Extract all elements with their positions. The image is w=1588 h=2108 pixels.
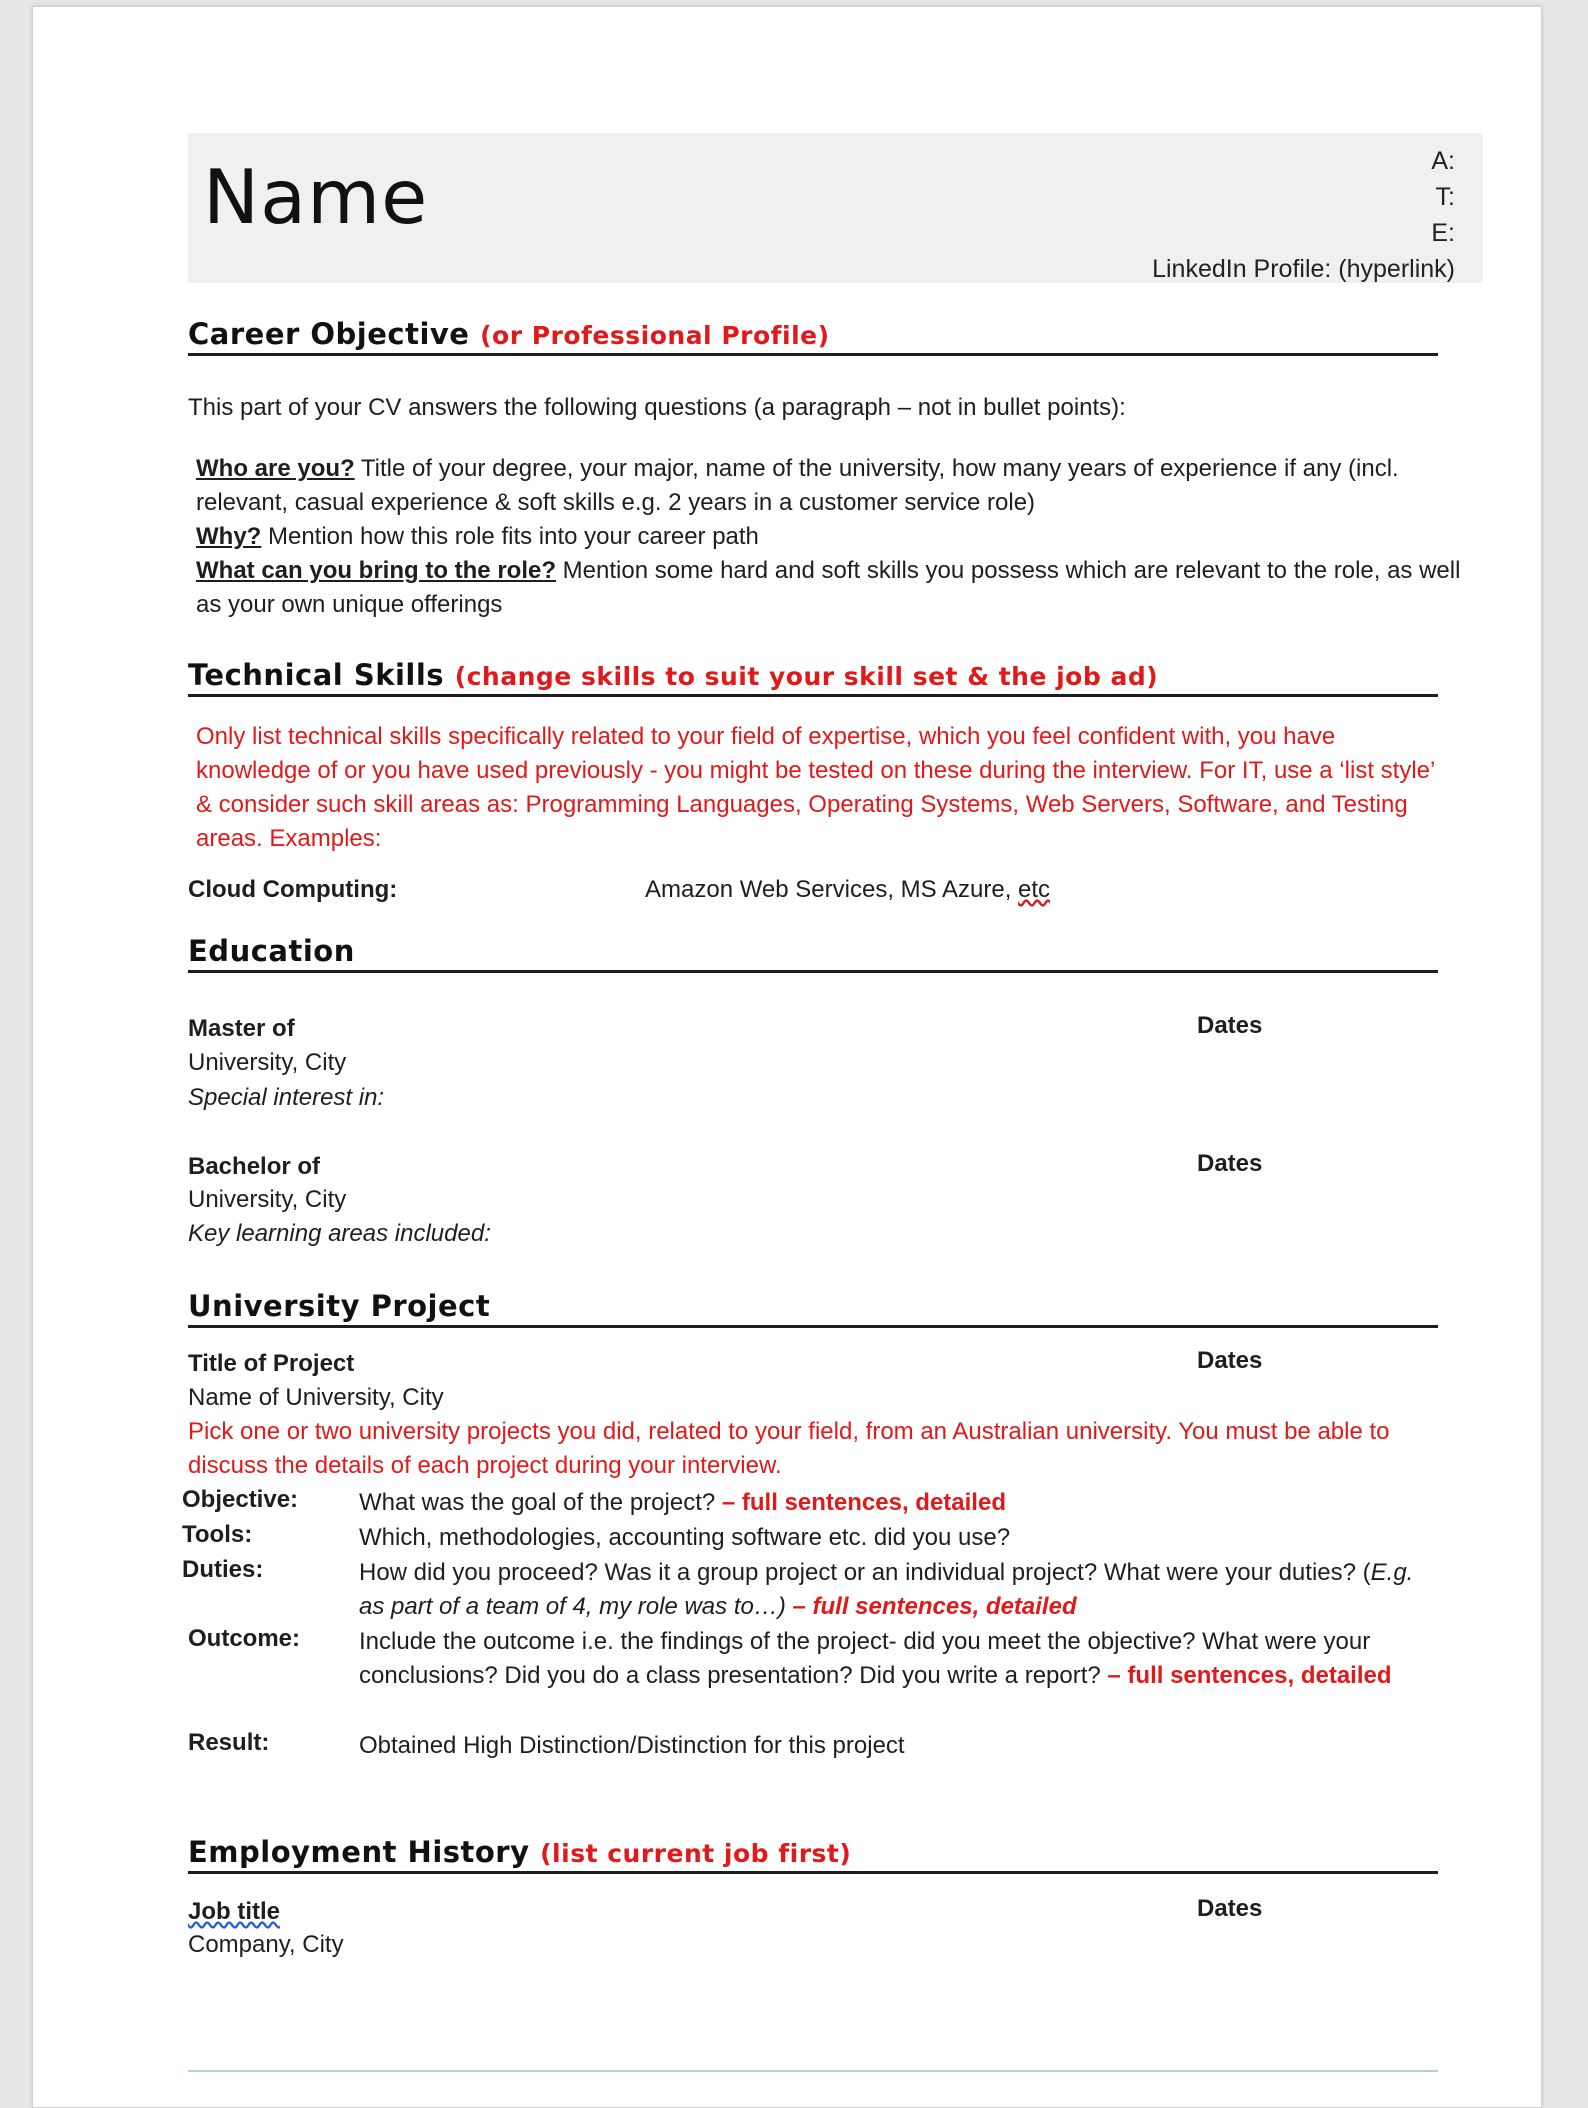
bachelor-dates: Dates <box>1197 1150 1263 1177</box>
question-bring-label: What can you bring to the role? <box>196 557 556 584</box>
duties-question: How did you proceed? Was it a group project or an individual project? What were your duties? ( <box>359 1559 1371 1586</box>
technical-skills-note: (change skills to suit your skill set & the job ad) <box>454 662 1159 691</box>
outcome-question: Include the outcome i.e. the findings of the project- did you meet the objective? What were your conclusions? Did you do a class presentation? Did you write a report? <box>359 1628 1371 1689</box>
employment-history-note: (list current job first) <box>540 1839 852 1868</box>
footer-divider <box>188 2070 1438 2072</box>
job-title <box>188 1895 280 1929</box>
career-intro: This part of your CV answers the following questions (a paragraph – not in bullet points): <box>188 394 1126 421</box>
objective-note: – full sentences, detailed <box>721 1489 1006 1516</box>
objective-label: Objective: <box>182 1486 299 1513</box>
job-title-text: Job title <box>188 1898 281 1925</box>
question-why-label: Why? <box>196 523 262 550</box>
employment-history-heading <box>188 1835 1438 1874</box>
bachelor-key-areas: Key learning areas included: <box>188 1220 491 1247</box>
result-text: Obtained High Distinction/Distinction for this project <box>359 1732 905 1759</box>
employment-history-title: Employment History <box>188 1835 530 1869</box>
name-header <box>188 133 1483 283</box>
career-objective-note: (or Professional Profile) <box>480 321 830 350</box>
job-company: Company, City <box>188 1931 344 1958</box>
contact-block <box>1152 143 1455 287</box>
question-why <box>196 520 1461 554</box>
linkedin-link[interactable]: LinkedIn Profile: (hyperlink) <box>1152 255 1455 283</box>
question-who <box>196 452 1461 520</box>
email-label: E: <box>1431 219 1455 247</box>
question-bring-text: Mention some hard and soft skills you possess which are relevant to the role, as well as your own unique offerings <box>196 557 1461 618</box>
tools-text: Which, methodologies, accounting software etc. did you use? <box>359 1524 1011 1551</box>
career-objective-title: Career Objective <box>188 317 470 351</box>
telephone-label: T: <box>1435 183 1455 211</box>
technical-skills-instructions: Only list technical skills specifically related to your field of expertise, which you feel confident with, you have knowledge of or you have used previously - you might be tested on these during the interview. For IT, use a ‘list style’ & consider such skill areas as: Programming Languages, Operating Systems, Web Servers, Software, and Testing areas. Examples: <box>196 723 1435 852</box>
outcome-note: – full sentences, detailed <box>1107 1662 1392 1689</box>
cloud-computing-label: Cloud Computing: <box>188 876 398 903</box>
outcome-text <box>359 1625 1434 1693</box>
objective-question: What was the goal of the project? <box>359 1489 722 1516</box>
question-who-text: Title of your degree, your major, name of the university, how many years of experience if any (incl. relevant, casual experience & soft skills e.g. 2 years in a customer service role) <box>196 455 1399 516</box>
master-degree: Master of <box>188 1015 295 1042</box>
cloud-computing-list: Amazon Web Services, MS Azure, <box>645 876 1019 903</box>
project-title: Title of Project <box>188 1350 355 1377</box>
candidate-name: Name <box>203 153 429 241</box>
duties-label: Duties: <box>182 1556 264 1583</box>
duties-example: E.g. as part of a team of 4, my role was to…) <box>359 1559 1414 1620</box>
question-who-label: Who are you? <box>196 455 355 482</box>
master-university: University, City <box>188 1049 347 1076</box>
university-project-heading <box>188 1289 1438 1328</box>
university-project-title: University Project <box>188 1289 491 1323</box>
career-objective-heading <box>188 317 1438 356</box>
master-special-interest: Special interest in: <box>188 1084 385 1111</box>
technical-skills-title: Technical Skills <box>188 658 445 692</box>
duties-text <box>359 1556 1434 1624</box>
job-dates: Dates <box>1197 1895 1263 1922</box>
project-university: Name of University, City <box>188 1384 444 1411</box>
cloud-computing-value <box>645 873 1050 907</box>
document-page <box>32 6 1542 2108</box>
tools-label: Tools: <box>182 1521 253 1548</box>
address-label: A: <box>1431 147 1455 175</box>
bachelor-university: University, City <box>188 1186 347 1213</box>
technical-skills-heading <box>188 658 1438 697</box>
objective-text <box>359 1486 1434 1520</box>
outcome-label: Outcome: <box>188 1625 301 1652</box>
page-content <box>182 7 1461 2107</box>
project-dates: Dates <box>1197 1347 1263 1374</box>
project-instructions: Pick one or two university projects you did, related to your field, from an Australian university. You must be able to discuss the details of each project during your interview. <box>188 1418 1390 1479</box>
career-questions <box>196 452 1461 622</box>
bachelor-degree: Bachelor of <box>188 1153 321 1180</box>
education-title: Education <box>188 934 355 968</box>
question-why-text: Mention how this role fits into your career path <box>261 523 759 550</box>
education-heading <box>188 934 1438 973</box>
result-label: Result: <box>188 1729 270 1756</box>
duties-note: – full sentences, detailed <box>785 1593 1077 1620</box>
question-bring <box>196 554 1461 622</box>
etc-spelling: etc <box>1018 876 1051 903</box>
master-dates: Dates <box>1197 1012 1263 1039</box>
